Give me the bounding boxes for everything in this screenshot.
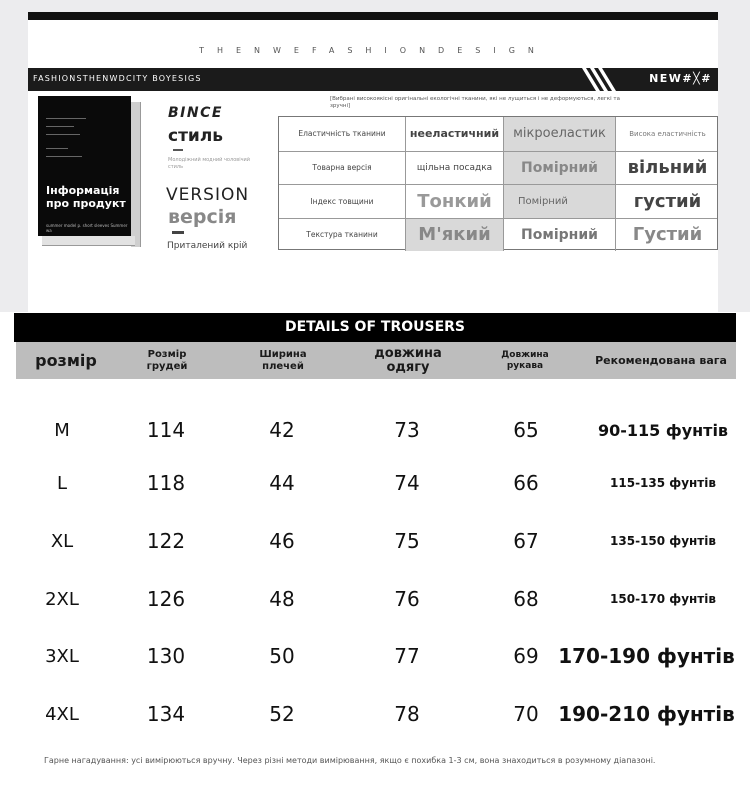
header-shoulder: Ширина плечей bbox=[259, 348, 307, 372]
header-weight: Рекомендована вага bbox=[595, 353, 727, 367]
table-row bbox=[0, 579, 750, 619]
cell-sleeve: 70 bbox=[513, 702, 539, 726]
cell-weight: 115-135 фунтів bbox=[610, 476, 716, 490]
table-row bbox=[0, 636, 750, 676]
fabric-note: [Вибрані високоякісні оригінальні екологічні тканини, які не лущиться і не деформуються, легкі та зручні] bbox=[330, 96, 620, 109]
cell-length: 78 bbox=[394, 702, 420, 726]
cell-sleeve: 66 bbox=[513, 471, 539, 495]
measurement-note: Гарне нагадування: усі вимірюються вручну. Через різні методи вимірювання, якщо є похибка 1-3 см, вона знаходиться в розумному діапазоні. bbox=[44, 756, 656, 765]
brand-band bbox=[28, 68, 718, 91]
cell-chest: 118 bbox=[146, 471, 186, 495]
property-option: Помірний bbox=[503, 219, 615, 252]
property-option: Густий bbox=[615, 219, 719, 252]
table-row bbox=[0, 521, 750, 561]
cell-chest: 114 bbox=[146, 418, 186, 442]
property-option: Тонкий bbox=[405, 185, 503, 218]
property-option-selected: мікроеластик bbox=[503, 117, 615, 151]
table-row bbox=[0, 463, 750, 503]
cell-length: 75 bbox=[394, 529, 420, 553]
cell-sleeve: 65 bbox=[513, 418, 539, 442]
cell-size: XL bbox=[50, 530, 74, 552]
cell-size: 3XL bbox=[45, 645, 79, 667]
cell-length: 76 bbox=[394, 587, 420, 611]
box-title: Інформація про продукт bbox=[46, 184, 126, 210]
cell-weight: 135-150 фунтів bbox=[610, 534, 716, 548]
cell-size: 2XL bbox=[45, 588, 79, 610]
header-size: розмір bbox=[35, 350, 97, 370]
size-chart-header bbox=[16, 342, 736, 379]
property-row-elasticity bbox=[279, 117, 717, 151]
stripes-decoration bbox=[576, 68, 636, 91]
property-option-selected: Помірний bbox=[503, 185, 615, 218]
product-info-section bbox=[0, 0, 750, 312]
cell-shoulder: 44 bbox=[269, 471, 295, 495]
size-chart-title: DETAILS OF TROUSERS bbox=[14, 313, 736, 342]
product-box-illustration bbox=[38, 96, 143, 246]
property-row-version bbox=[279, 151, 717, 185]
style-subtitle: Молодіжний модний чоловічий стиль bbox=[168, 157, 251, 170]
properties-table bbox=[278, 116, 718, 250]
property-option: Висока еластичність bbox=[615, 117, 719, 151]
cell-weight: 150-170 фунтів bbox=[610, 592, 716, 606]
cell-shoulder: 52 bbox=[269, 702, 295, 726]
cell-size: M bbox=[54, 419, 70, 441]
cell-sleeve: 69 bbox=[513, 644, 539, 668]
version-heading: VERSION bbox=[166, 185, 250, 205]
product-info-card bbox=[28, 12, 718, 312]
brand-logo-text: BINCE bbox=[168, 105, 223, 121]
property-option-selected: Помірний bbox=[503, 152, 615, 185]
cell-chest: 130 bbox=[146, 644, 186, 668]
band-text: FASHIONSTHENWDCITY BOYESIGS bbox=[33, 74, 202, 83]
property-option: нееластичний bbox=[405, 117, 503, 151]
property-option-selected: М'який bbox=[405, 219, 503, 252]
version-heading-ua: версія bbox=[168, 206, 237, 228]
cell-length: 77 bbox=[394, 644, 420, 668]
cell-chest: 122 bbox=[146, 529, 186, 553]
cell-sleeve: 67 bbox=[513, 529, 539, 553]
cell-size: L bbox=[56, 472, 68, 494]
property-row-thickness bbox=[279, 184, 717, 218]
property-option: щільна посадка bbox=[405, 152, 503, 185]
cell-weight: 90-115 фунтів bbox=[597, 420, 729, 440]
box-caption: summer model p. short sleeves Summer wa bbox=[46, 223, 128, 233]
cell-size: 4XL bbox=[45, 703, 79, 725]
property-label: Текстура тканини bbox=[306, 230, 378, 240]
cell-weight: 170-190 фунтів bbox=[558, 644, 735, 668]
header-sleeve: Довжина рукава bbox=[501, 349, 549, 371]
brand-name: THENWEFASHIONDESIGN bbox=[199, 46, 547, 55]
property-row-texture bbox=[279, 218, 717, 252]
property-option: густий bbox=[615, 185, 719, 218]
table-row bbox=[0, 694, 750, 734]
property-label: Еластичність тканини bbox=[298, 129, 386, 139]
cell-weight: 190-210 фунтів bbox=[558, 702, 735, 726]
property-label: Товарна версія bbox=[312, 163, 372, 173]
cell-shoulder: 42 bbox=[269, 418, 295, 442]
property-label: Індекс товщини bbox=[310, 196, 374, 206]
property-option: вільний bbox=[615, 152, 719, 185]
cell-shoulder: 46 bbox=[269, 529, 295, 553]
cell-chest: 126 bbox=[146, 587, 186, 611]
cell-length: 74 bbox=[394, 471, 420, 495]
table-row bbox=[0, 410, 750, 450]
new-label: NEW#╳# bbox=[649, 72, 712, 85]
cell-length: 73 bbox=[394, 418, 420, 442]
style-heading: стиль bbox=[168, 126, 224, 146]
fit-label: Приталений крій bbox=[167, 241, 248, 251]
header-chest: Розмір грудей bbox=[146, 348, 188, 372]
cell-shoulder: 48 bbox=[269, 587, 295, 611]
cell-sleeve: 68 bbox=[513, 587, 539, 611]
cell-shoulder: 50 bbox=[269, 644, 295, 668]
header-length: довжина одягу bbox=[374, 345, 442, 375]
card-top-bar bbox=[28, 12, 718, 20]
cell-chest: 134 bbox=[146, 702, 186, 726]
